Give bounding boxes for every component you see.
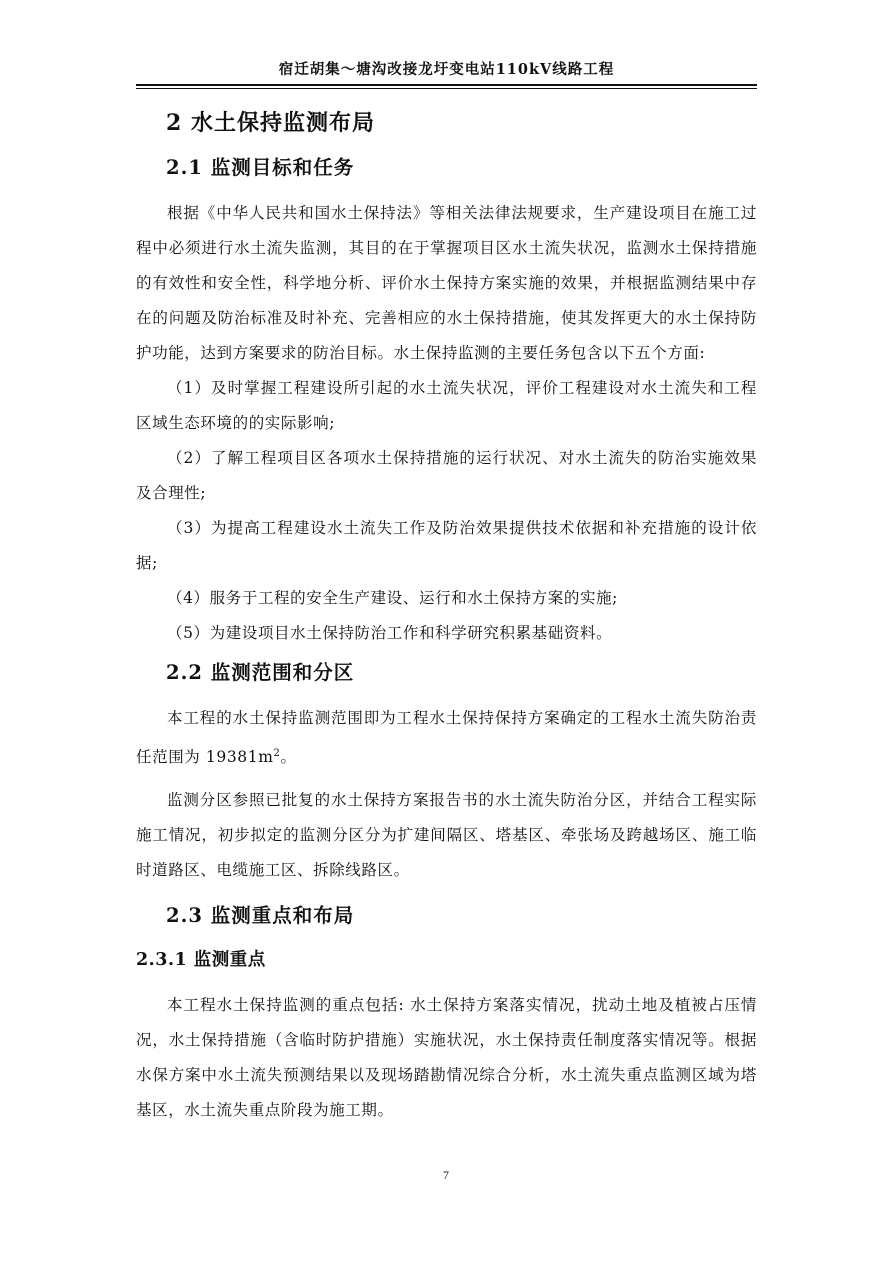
- section-2-1-title: 2.1 监测目标和任务: [166, 156, 355, 179]
- section-2-3-title: 2.3 监测重点和布局: [166, 904, 355, 928]
- task-item-1: （1）及时掌握工程建设所引起的水土流失状况，评价工程建设对水土流失和工程区域生态环境的的实际影响;: [136, 379, 757, 432]
- page-header-title: 宿迁胡集～塘沟改接龙圩变电站110kV线路工程: [278, 61, 615, 78]
- section-2-2-paragraph-2: 监测分区参照已批复的水土保持方案报告书的水土流失防治分区，并结合工程实际施工情况，初步拟定的监测分区分为扩建间隔区、塔基区、牵张场及跨越场区、施工临时道路区、电缆施工区、拆除线路区。: [136, 791, 757, 880]
- scope-text-end: 。: [280, 748, 297, 767]
- header-rule-thick: [136, 84, 757, 86]
- task-item-5: （5）为建设项目水土保持防治工作和科学研究积累基础资料。: [167, 624, 613, 642]
- section-2-3-1-title: 2.3.1 监测重点: [136, 950, 266, 971]
- page-content: [136, 100, 757, 1128]
- page-number: 7: [443, 1168, 449, 1182]
- section-2-2-title: 2.2 监测范围和分区: [166, 661, 355, 684]
- scope-text: 本工程的水土保持监测范围即为工程水土保持保持方案确定的工程水土流失防治责任范围为 19381m: [136, 709, 757, 767]
- section-2-3-1-paragraph: 本工程水土保持监测的重点包括: 水土保持方案落实情况，扰动土地及植被占压情况，水土保持措施（含临时防护措施）实施状况，水土保持责任制度落实情况等。根据水保方案中水土流失预测结果以及现场踏勘情况综合分析，水土流失重点监测区域为塔基区，水土流失重点阶段为施工期。: [136, 996, 757, 1120]
- section-2-1-paragraph: 根据《中华人民共和国水土保持法》等相关法律法规要求，生产建设项目在施工过程中必须进行水土流失监测，其目的在于掌握项目区水土流失状况，监测水土保持措施的有效性和安全性，科学地分析、评价水土保持方案实施的效果，并根据监测结果中存在的问题及防治标准及时补充、完善相应的水土保持措施，使其发挥更大的水土保持防护功能，达到方案要求的防治目标。水土保持监测的主要任务包含以下五个方面:: [136, 204, 757, 362]
- task-item-4: （4）服务于工程的安全生产建设、运行和水土保持方案的实施;: [167, 589, 618, 607]
- section-2-2-paragraph-1: [136, 701, 757, 775]
- task-item-3: （3）为提高工程建设水土流失工作及防治效果提供技术依据和补充措施的设计依据;: [136, 519, 757, 572]
- area-unit-superscript: 2: [273, 748, 281, 759]
- header-rule-thin: [136, 88, 757, 89]
- task-item-2: （2）了解工程项目区各项水土保持措施的运行状况、对水土流失的防治实施效果及合理性;: [136, 449, 757, 502]
- chapter-title: 2 水土保持监测布局: [166, 110, 375, 136]
